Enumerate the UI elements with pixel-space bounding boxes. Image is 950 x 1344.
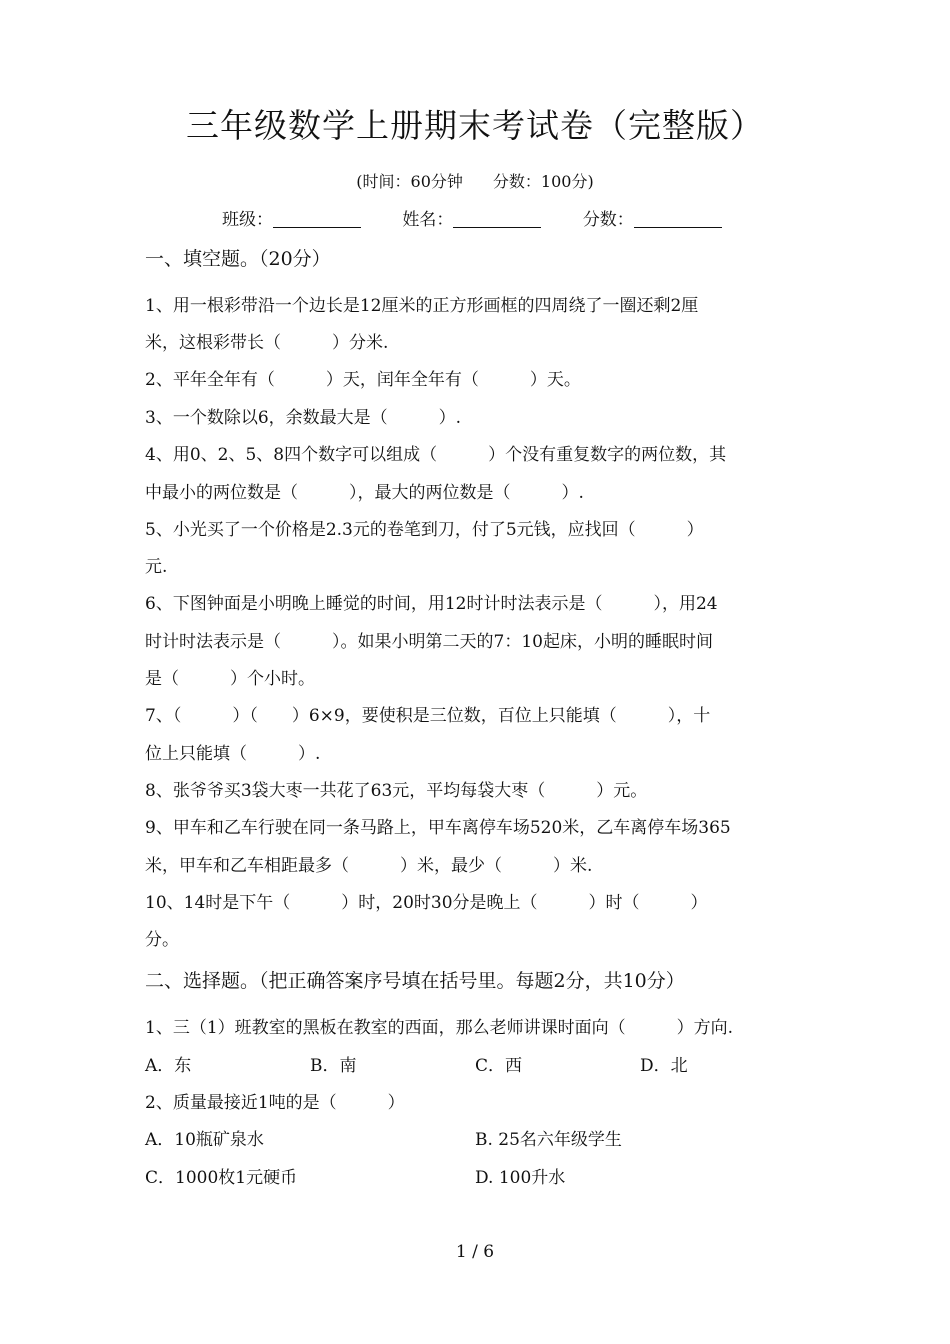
time-limit: (时间：60分钟 — [356, 172, 463, 191]
score-blank — [634, 207, 722, 228]
question-line: 分。 — [145, 930, 179, 950]
option-c: C．西 — [475, 1056, 523, 1076]
question-line: 位上只能填（ ）. — [145, 744, 321, 764]
option-a: A．东 — [145, 1056, 192, 1076]
option-c: C．1000枚1元硬币 — [145, 1168, 298, 1188]
total-score: 分数：100分) — [492, 172, 594, 191]
name-blank — [453, 207, 541, 228]
question-line: 2、质量最接近1吨的是（ ） — [145, 1093, 405, 1113]
option-b: B. 25名六年级学生 — [475, 1130, 622, 1150]
question-line: 3、一个数除以6，余数最大是（ ）. — [145, 408, 462, 428]
option-d: D. 100升水 — [475, 1168, 566, 1188]
question-line: 9、甲车和乙车行驶在同一条马路上，甲车离停车场520米，乙车离停车场365 — [145, 818, 731, 838]
question-line: 时计时法表示是（ ）。如果小明第二天的7：10起床，小明的睡眠时间 — [145, 632, 713, 652]
question-line: 2、平年全年有（ ）天，闰年全年有（ ）天。 — [145, 370, 581, 390]
question-line: 中最小的两位数是（ ），最大的两位数是（ ）. — [145, 483, 584, 503]
exam-subtitle — [0, 170, 950, 194]
question-line: 7、（ ）（ ）6×9，要使积是三位数，百位上只能填（ ），十 — [145, 706, 711, 726]
question-line: 是（ ）个小时。 — [145, 669, 315, 689]
question-line: 1、用一根彩带沿一个边长是12厘米的正方形画框的四周绕了一圈还剩2厘 — [145, 296, 699, 316]
option-b: B．南 — [310, 1056, 357, 1076]
question-line: 6、下图钟面是小明晚上睡觉的时间，用12时计时法表示是（ ），用24 — [145, 594, 718, 614]
score-label: 分数： — [582, 210, 634, 230]
student-info-row — [222, 207, 722, 233]
question-line: 10、14时是下午（ ）时，20时30分是晚上（ ）时（ ） — [145, 893, 708, 913]
question-line: 米，甲车和乙车相距最多（ ）米，最少（ ）米. — [145, 856, 593, 876]
question-line: 米，这根彩带长（ ）分米. — [145, 333, 389, 353]
class-label: 班级： — [222, 210, 273, 230]
option-a: A．10瓶矿泉水 — [145, 1130, 264, 1150]
question-line: 4、用0、2、5、8四个数字可以组成（ ）个没有重复数字的两位数，其 — [145, 445, 727, 465]
page-number: 1 / 6 — [455, 1242, 495, 1262]
name-label: 姓名： — [402, 210, 454, 230]
option-d: D．北 — [640, 1056, 688, 1076]
question-line: 元. — [145, 557, 168, 577]
question-line: 1、三（1）班教室的黑板在教室的西面，那么老师讲课时面向（ ）方向. — [145, 1018, 734, 1038]
class-blank — [273, 207, 361, 228]
question-line: 5、小光买了一个价格是2.3元的卷笔到刀，付了5元钱，应找回（ ） — [145, 520, 704, 540]
question-line: 8、张爷爷买3袋大枣一共花了63元，平均每袋大枣（ ）元。 — [145, 781, 648, 801]
section1-title: 一、填空题。（20分） — [145, 248, 331, 270]
exam-title: 三年级数学上册期末考试卷（完整版） — [186, 106, 764, 145]
section2-title: 二、选择题。（把正确答案序号填在括号里。每题2分，共10分） — [145, 970, 685, 992]
